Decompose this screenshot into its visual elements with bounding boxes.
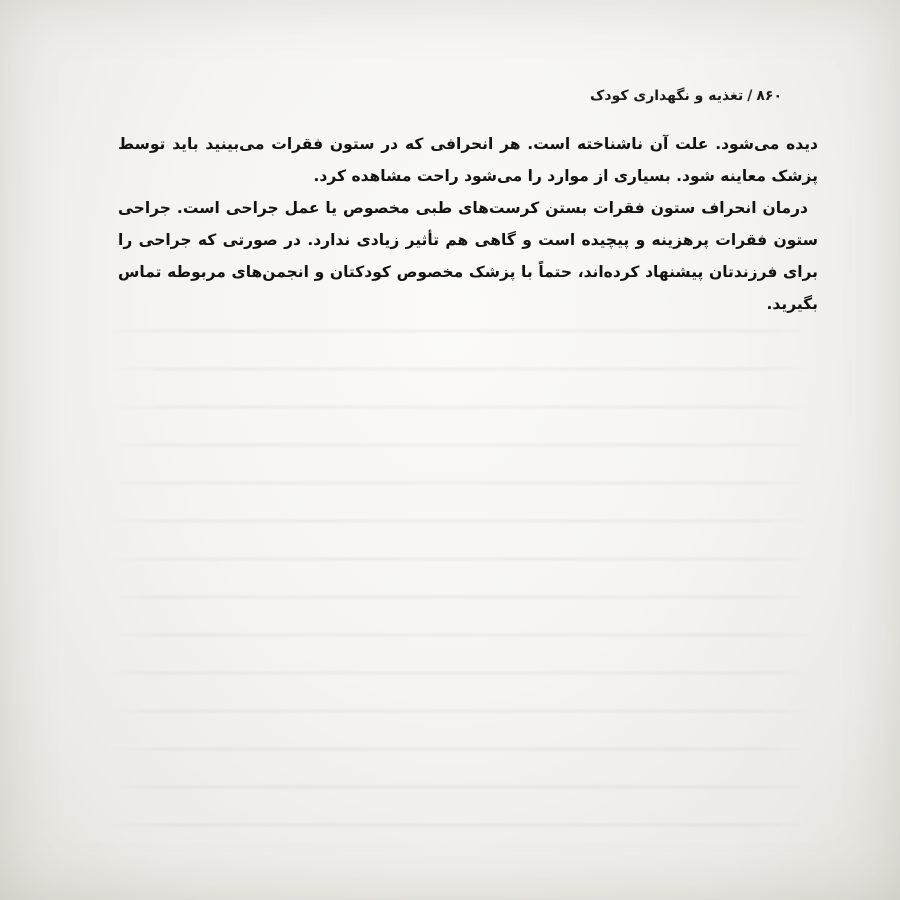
- show-through-text: [110, 330, 810, 870]
- paragraph-1: دیده می‌شود. علت آن ناشناخته است. هر انحرافی که در ستون فقرات می‌بینید باید توسط پزشک معاینه شود. بسیاری از موارد را می‌شود راحت مشاهده کرد.: [118, 135, 818, 185]
- book-title: تغذیه و نگهداری کودک: [590, 88, 744, 104]
- header-separator: /: [747, 88, 753, 104]
- paragraph-2: درمان انحراف ستون فقرات بستن کرست‌های طبی مخصوص یا عمل جراحی است. جراحی ستون فقرات پرهزینه و پیچیده است و گاهی هم تأثیر زیادی ندارد. در صورتی که جراحی را برای فرزندتان پیشنهاد کرده‌اند، حتماً با پزشک مخصوص کودکتان و انجمن‌های مربوطه تماس بگیرید.: [118, 199, 818, 313]
- body-text: [118, 128, 818, 320]
- running-header: [590, 88, 782, 104]
- page-number: ۸۶۰: [756, 88, 782, 104]
